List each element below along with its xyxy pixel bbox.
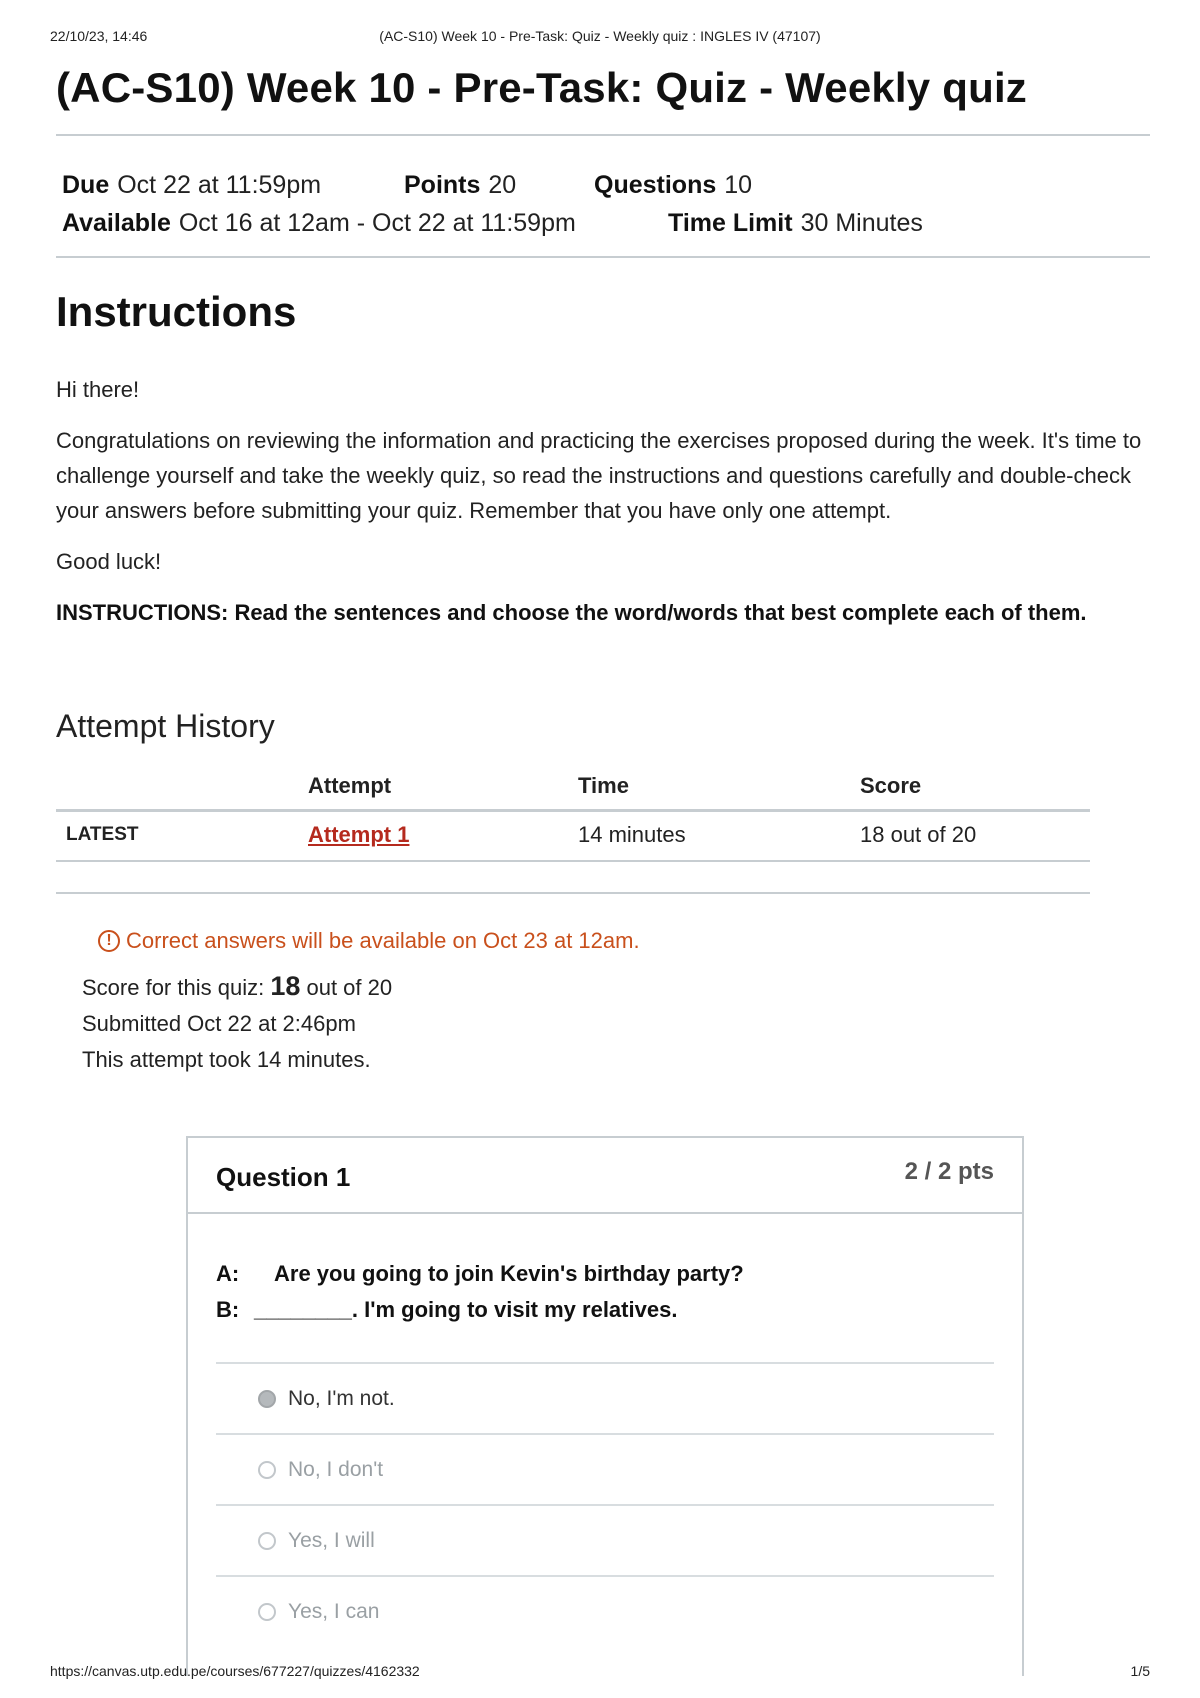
answer-label: Yes, I will <box>288 1528 375 1552</box>
score-cell: 18 out of 20 <box>850 811 1090 862</box>
instructions-body: Congratulations on reviewing the information and practicing the exercises proposed during the week. It's time to challenge yourself and take the weekly quiz, so read the instructions and questions carefully and double-check your answers before submitting your quiz. Remember that you have only one attempt. <box>56 428 1142 523</box>
quiz-score: Score for this quiz: 18 out of 20 <box>82 971 393 1001</box>
answer-option[interactable] <box>216 1577 994 1646</box>
table-row <box>56 811 1090 862</box>
page-title: (AC-S10) Week 10 - Pre-Task: Quiz - Weekly quiz <box>56 64 1028 111</box>
print-url: https://canvas.utp.edu.pe/courses/677227/quizzes/4162332 <box>50 1663 420 1679</box>
answer-option[interactable] <box>216 1506 994 1577</box>
points: Points 20 <box>404 170 517 199</box>
question-header <box>188 1138 1022 1214</box>
title-divider <box>56 134 1150 136</box>
answer-label: Yes, I can <box>288 1599 380 1623</box>
latest-tag: LATEST <box>56 811 298 862</box>
answer-list <box>216 1362 994 1646</box>
attempt-1-link[interactable]: Attempt 1 <box>308 822 410 847</box>
quiz-content <box>56 56 1150 1078</box>
time-cell: 14 minutes <box>568 811 850 862</box>
dialogue-line-a: A: Are you going to join Kevin's birthday party? <box>216 1261 744 1286</box>
print-header <box>50 28 1150 48</box>
answer-option[interactable] <box>216 1435 994 1506</box>
alert-circle-icon: ! <box>98 930 120 952</box>
instructions-directive: INSTRUCTIONS: Read the sentences and choose the word/words that best complete each of them. <box>56 600 1087 625</box>
answer-label: No, I'm not. <box>288 1386 395 1410</box>
radio-icon[interactable] <box>258 1532 276 1550</box>
instructions-heading: Instructions <box>56 288 297 335</box>
attempt-history-table <box>56 765 1090 862</box>
quiz-details <box>56 152 1150 256</box>
attempt-cell <box>298 811 568 862</box>
column-header-score: Score <box>850 765 1090 811</box>
notice-text: Correct answers will be available on Oct 23 at 12am. <box>126 928 640 953</box>
question-count: Questions 10 <box>594 170 753 199</box>
print-date: 22/10/23, 14:46 <box>50 28 148 44</box>
correct-answers-notice <box>98 928 1150 954</box>
radio-selected-icon[interactable] <box>258 1390 276 1408</box>
question-text <box>216 1256 1022 1328</box>
answer-label: No, I don't <box>288 1457 384 1481</box>
details-divider <box>56 256 1150 258</box>
column-header-time: Time <box>568 765 850 811</box>
time-limit: Time Limit 30 Minutes <box>668 208 923 237</box>
column-header-attempt: Attempt <box>298 765 568 811</box>
radio-icon[interactable] <box>258 1461 276 1479</box>
attempt-duration: This attempt took 14 minutes. <box>82 1047 371 1072</box>
page-number: 1/5 <box>1130 1663 1150 1679</box>
table-header-row <box>56 765 1090 811</box>
closing-text: Good luck! <box>56 549 162 574</box>
availability: Available Oct 16 at 12am - Oct 22 at 11:59pm <box>62 208 576 237</box>
submitted-time: Submitted Oct 22 at 2:46pm <box>82 1011 356 1036</box>
greeting-text: Hi there! <box>56 377 140 402</box>
print-footer <box>50 1663 1150 1683</box>
answer-option[interactable] <box>216 1364 994 1435</box>
score-summary <box>82 968 1150 1078</box>
question-title: Question 1 <box>216 1162 351 1192</box>
column-header <box>56 765 298 811</box>
attempt-history-heading: Attempt History <box>56 708 275 744</box>
score-value: 18 <box>270 971 301 1001</box>
question-points: 2 / 2 pts <box>904 1158 994 1185</box>
history-divider <box>56 862 1090 894</box>
radio-icon[interactable] <box>258 1603 276 1621</box>
dialogue-line-b: B: ________. I'm going to visit my relatives. <box>216 1297 678 1322</box>
due-date: Due Oct 22 at 11:59pm <box>62 170 322 199</box>
question-card <box>186 1136 1024 1676</box>
print-document-title: (AC-S10) Week 10 - Pre-Task: Quiz - Weekly quiz : INGLES IV (47107) <box>379 28 821 44</box>
